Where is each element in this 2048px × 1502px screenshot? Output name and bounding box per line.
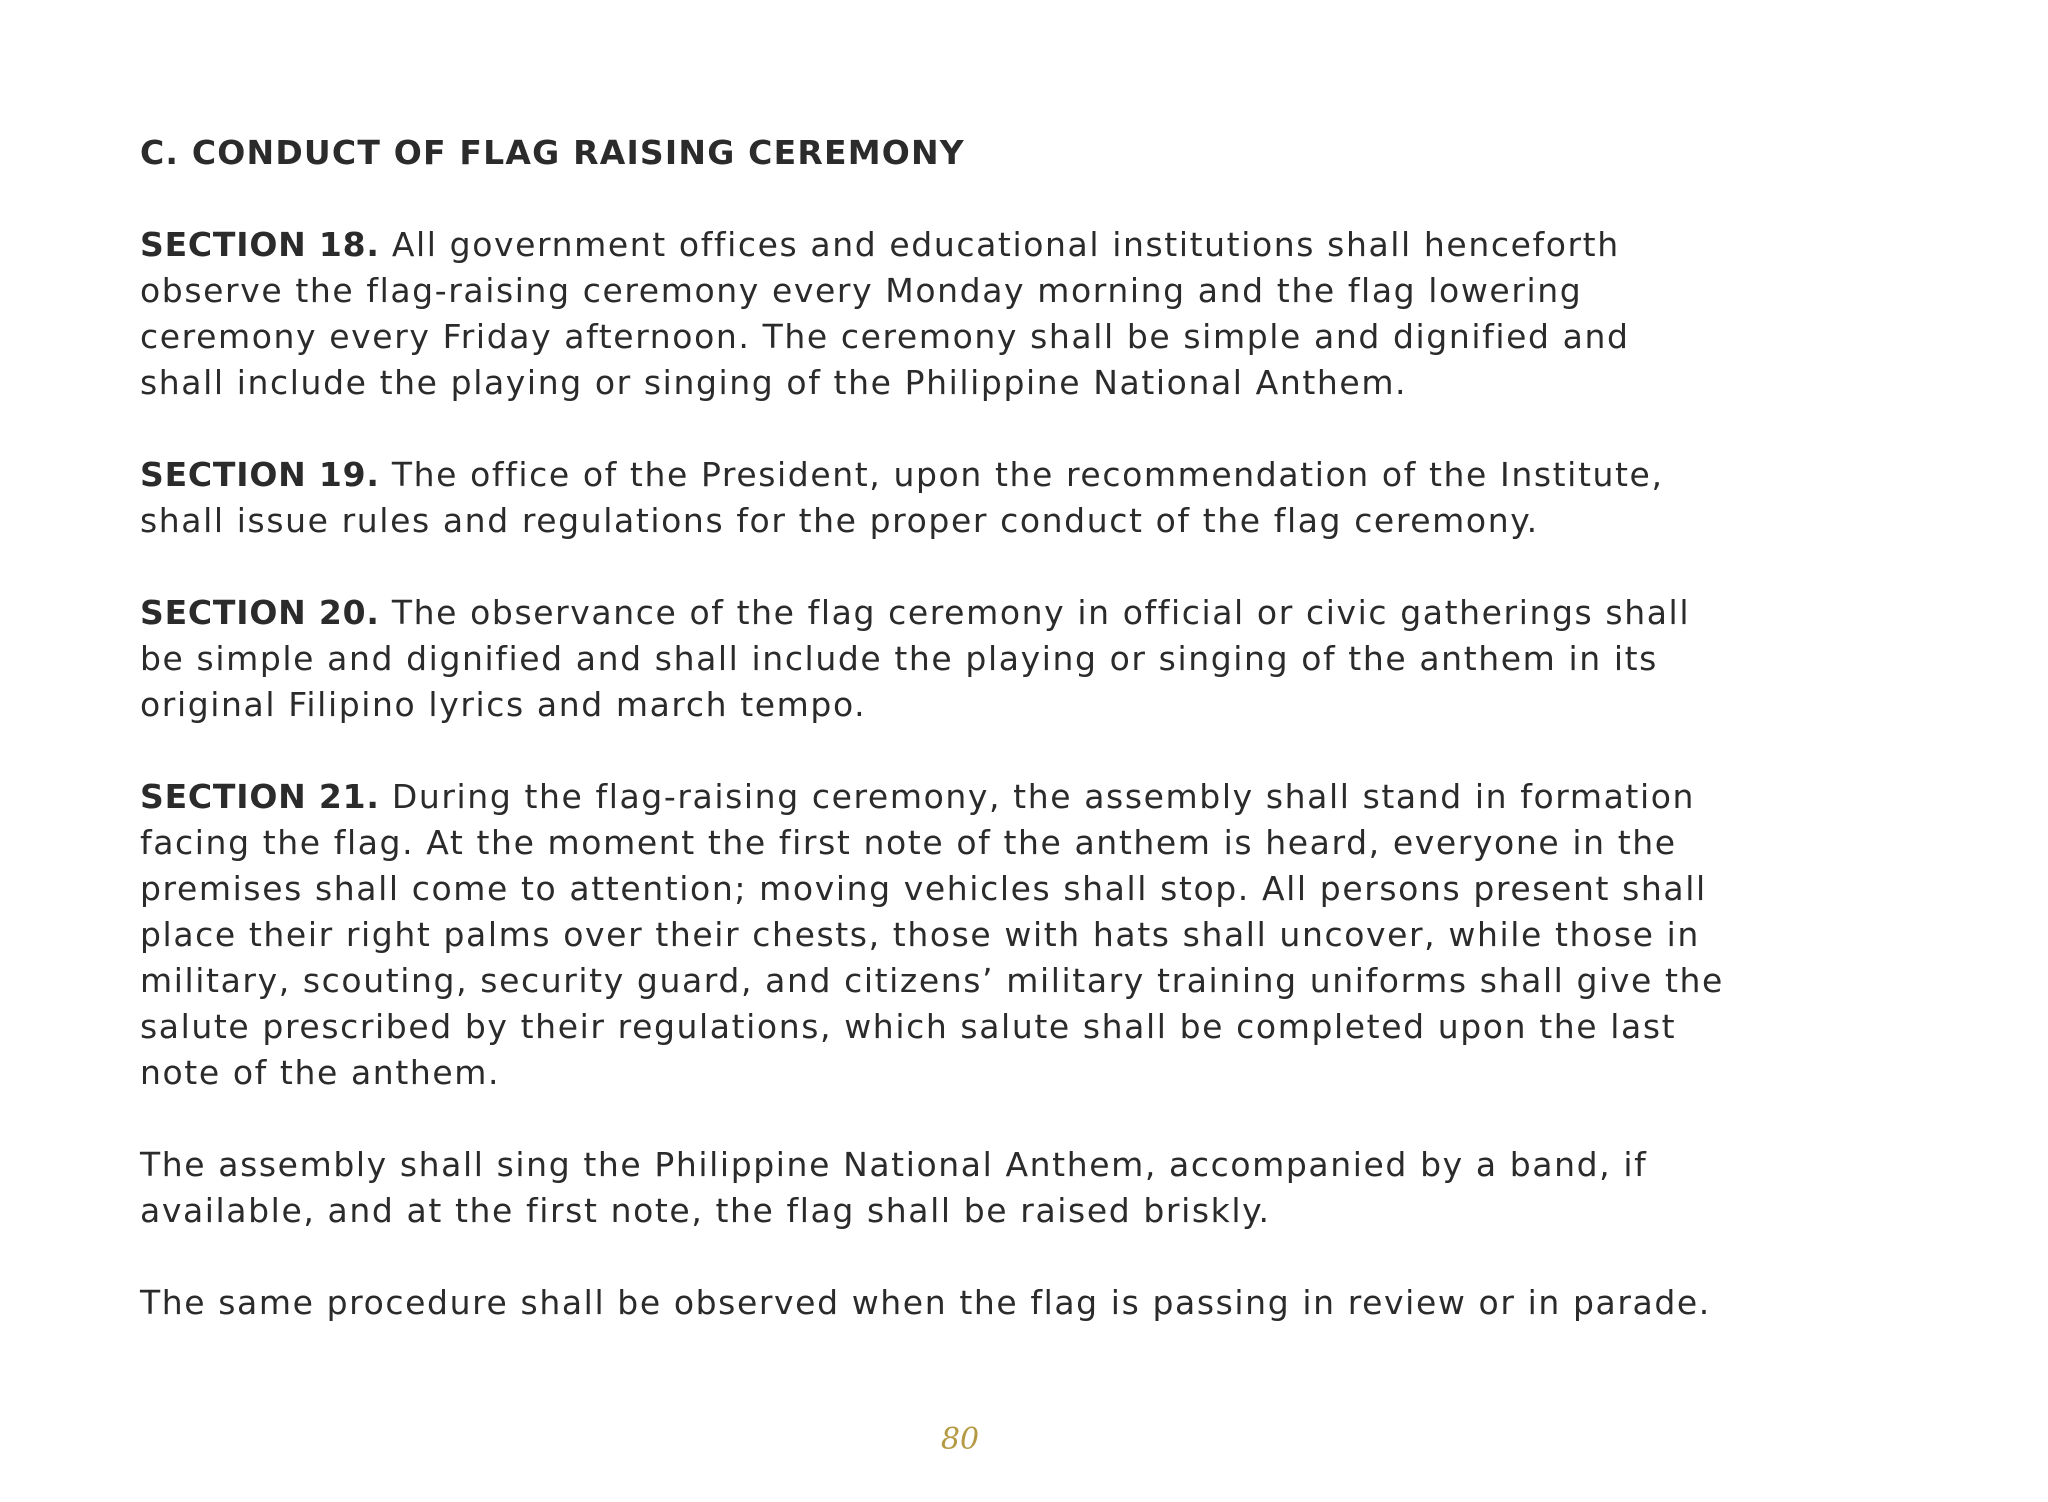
section-21-line-4: place their right palms over their chests, those with hats shall uncover, while those in [140, 915, 1700, 954]
section-19-line-2: shall issue rules and regulations for the proper conduct of the flag ceremony. [140, 501, 1539, 540]
section-21-line-3: premises shall come to attention; moving vehicles shall stop. All persons present shall [140, 869, 1707, 908]
section-20-line-1: SECTION 20. The observance of the flag ceremony in official or civic gatherings shall [140, 593, 1691, 632]
section-21-line-1: SECTION 21. During the flag-raising ceremony, the assembly shall stand in formation [140, 777, 1696, 816]
section-18-line-3: ceremony every Friday afternoon. The ceremony shall be simple and dignified and [140, 317, 1630, 356]
assembly-line-1: The assembly shall sing the Philippine National Anthem, accompanied by a band, if [140, 1145, 1648, 1184]
section-20-line-3: original Filipino lyrics and march tempo. [140, 685, 867, 724]
section-18-label: SECTION 18. [140, 225, 380, 264]
section-21-label: SECTION 21. [140, 777, 380, 816]
section-19 [140, 452, 1940, 544]
assembly-paragraph [140, 1142, 1940, 1234]
section-18 [140, 222, 1940, 406]
section-20 [140, 590, 1940, 728]
procedure-line-1: The same procedure shall be observed when the flag is passing in review or in parade. [140, 1283, 1711, 1322]
section-20-label: SECTION 20. [140, 593, 380, 632]
section-18-line-1: SECTION 18. All government offices and educational institutions shall henceforth [140, 225, 1620, 264]
section-18-line-4: shall include the playing or singing of the Philippine National Anthem. [140, 363, 1408, 402]
section-21-line-7: note of the anthem. [140, 1053, 501, 1092]
section-21 [140, 774, 1940, 1096]
assembly-line-2: available, and at the first note, the flag shall be raised briskly. [140, 1191, 1271, 1230]
page-content [140, 130, 1940, 1326]
page-number: 80 [940, 1422, 980, 1457]
section-heading: C. CONDUCT OF FLAG RAISING CEREMONY [140, 133, 965, 172]
section-19-label: SECTION 19. [140, 455, 380, 494]
procedure-paragraph [140, 1280, 1940, 1326]
section-21-line-6: salute prescribed by their regulations, which salute shall be completed upon the last [140, 1007, 1677, 1046]
section-18-line-2: observe the flag-raising ceremony every Monday morning and the flag lowering [140, 271, 1583, 310]
section-21-line-5: military, scouting, security guard, and citizens’ military training uniforms shall give the [140, 961, 1724, 1000]
section-19-line-1: SECTION 19. The office of the President, upon the recommendation of the Institute, [140, 455, 1664, 494]
section-20-line-2: be simple and dignified and shall include the playing or singing of the anthem in its [140, 639, 1658, 678]
section-21-line-2: facing the flag. At the moment the first note of the anthem is heard, everyone in the [140, 823, 1677, 862]
